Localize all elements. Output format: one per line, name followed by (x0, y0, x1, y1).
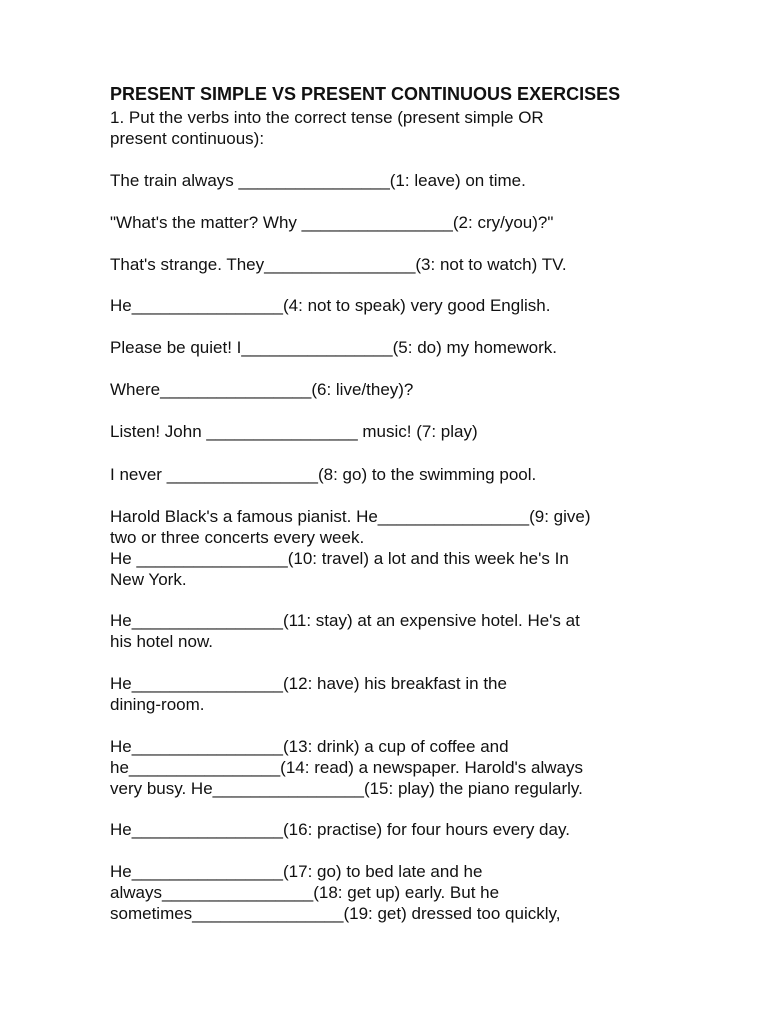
exercise-line: He________________(16: practise) for four hours every day. (110, 820, 570, 839)
exercise-line: always________________(18: get up) early. But he (110, 883, 500, 902)
worksheet-title: PRESENT SIMPLE VS PRESENT CONTINUOUS EXERCISES (110, 84, 621, 104)
exercise-line: That's strange. They________________(3: not to watch) TV. (110, 255, 567, 274)
instruction-line: 1. Put the verbs into the correct tense (present simple OR (110, 108, 544, 127)
exercise-line: He________________(12: have) his breakfast in the (110, 674, 507, 693)
exercise-line: Harold Black's a famous pianist. He________________(9: give) (110, 507, 591, 526)
exercise-line: he________________(14: read) a newspaper. Harold's always (110, 758, 583, 777)
exercise-line: He________________(4: not to speak) very good English. (110, 296, 551, 315)
exercise-line: New York. (110, 570, 187, 589)
exercise-line: He________________(17: go) to bed late and he (110, 862, 483, 881)
exercise-line: two or three concerts every week. (110, 528, 365, 547)
exercise-line: He________________(11: stay) at an expensive hotel. He's at (110, 611, 580, 630)
exercise-line: The train always ________________(1: leave) on time. (110, 171, 526, 190)
exercise-line: sometimes________________(19: get) dressed too quickly, (110, 904, 561, 923)
exercise-line: Listen! John ________________ music! (7: play) (110, 422, 478, 441)
exercise-line: He________________(13: drink) a cup of coffee and (110, 737, 509, 756)
exercise-line: I never ________________(8: go) to the swimming pool. (110, 465, 537, 484)
exercise-line: his hotel now. (110, 632, 214, 651)
exercise-line: dining-room. (110, 695, 205, 714)
exercise-line: Please be quiet! I________________(5: do) my homework. (110, 338, 558, 357)
exercise-line: "What's the matter? Why ________________(2: cry/you)?" (110, 213, 554, 232)
instruction-line: present continuous): (110, 129, 265, 148)
exercise-line: Where________________(6: live/they)? (110, 380, 414, 399)
exercise-line: very busy. He________________(15: play) the piano regularly. (110, 779, 583, 798)
exercise-line: He ________________(10: travel) a lot and this week he's In (110, 549, 569, 568)
